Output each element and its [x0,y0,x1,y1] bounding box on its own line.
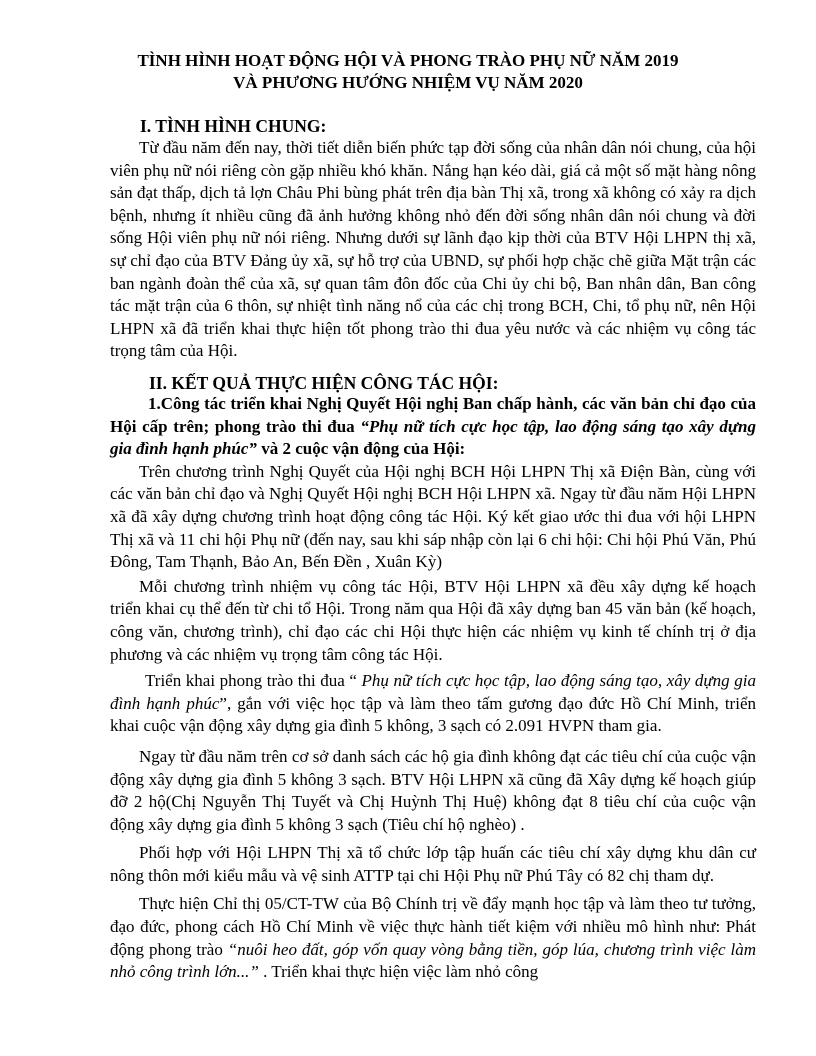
paragraph-2: Mỗi chương trình nhiệm vụ công tác Hội, BTV Hội LHPN xã đều xây dựng kế hoạch triển khai cụ thể đến từ chi tổ Hội. Trong năm qua Hội đã xây dựng ban 45 văn bản (kế hoạch, công văn, chương trình), chỉ đạo các chi Hội thực hiện các nhiệm vụ kinh tế chính trị ở địa phương và các nhiệm vụ trọng tâm công tác Hội. [110,576,756,664]
subsection-1-heading [110,393,756,461]
subsection-1-heading-part2: và 2 cuộc vận động của Hội: [256,439,466,459]
section-1-heading: I. TÌNH HÌNH CHUNG: [140,116,327,136]
paragraph-5: Phối hợp với Hội LHPN Thị xã tổ chức lớp tập huấn các tiêu chí xây dựng khu dân cư nông thôn mới kiểu mẫu và vệ sinh ATTP tại chi Hội Phụ nữ Phú Tây có 82 chị tham dự. [110,843,756,885]
paragraph-6-part2: . Triển khai thực hiện việc làm nhỏ công [258,962,539,982]
paragraph-6-italic: “nuôi heo đất, góp vốn quay vòng bằng tiền, góp lúa, chương trình việc làm nhỏ công trình lớn...” [110,939,756,982]
document-title-line-1: TÌNH HÌNH HOẠT ĐỘNG HỘI VÀ PHONG TRÀO PHỤ NỮ NĂM 2019 [137,51,679,70]
subsection-1-heading-italic: “Phụ nữ tích cực học tập, lao động sáng tạo xây dựng gia đình hạnh phúc” [110,416,756,459]
paragraph-6 [110,893,756,983]
section-2-body [110,393,756,984]
paragraph-1: Trên chương trình Nghị Quyết của Hội nghị BCH Hội LHPN Thị xã Điện Bàn, cùng với các văn bản chỉ đạo và Nghị Quyết Hội nghị BCH Hội LHPN xã. Ngay từ đầu năm Hội LHPN xã đã xây dựng chương trình hoạt động công tác Hội. Ký kết giao ước thi đua với hội LHPN Thị xã và 11 chi hội Phụ nữ (đến nay, sau khi sáp nhập còn lại 6 chi hội: Chi hội Phú Văn, Phú Đông, Tam Thạnh, Bảo An, Bến Đền , Xuân Kỳ) [110,461,756,572]
section-1-body [110,137,756,363]
paragraph-4: Ngay từ đầu năm trên cơ sở danh sách các hộ gia đình không đạt các tiêu chí của cuộc vận động xây dựng gia đình 5 không 3 sạch. BTV Hội LHPN xã cũng đã Xây dựng kế hoạch giúp đỡ 2 hộ(Chị Nguyễn Thị Tuyết và Chị Huỳnh Thị Huệ) không đạt 8 tiêu chí của cuộc vận động xây dựng gia đình 5 không 3 sạch (Tiêu chí hộ nghèo) . [110,746,756,834]
subsection-1-heading-part1: 1.Công tác triển khai Nghị Quyết Hội nghị Ban chấp hành, các văn bản chỉ đạo của Hội cấp trên; phong trào thi đua [110,394,756,436]
paragraph-3-part2: ”, gắn với việc học tập và làm theo tấm gương đạo đức Hồ Chí Minh, triển khai cuộc vận động xây dựng gia đình 5 không, 3 sạch có 2.091 HVPN tham gia. [110,693,756,736]
section-1-paragraph: Từ đầu năm đến nay, thời tiết diễn biến phức tạp đời sống của nhân dân nói chung, của hội viên phụ nữ nói riêng còn gặp nhiều khó khăn. Nắng hạn kéo dài, giá cả một số mặt hàng nông sản đạt thấp, dịch tả lợn Châu Phi bùng phát trên địa bàn Thị xã, trong xã không có xảy ra dịch bệnh, nhưng ít nhiều cũng đã ảnh hưởng không nhỏ đến đời sống nhân dân nói chung và đời sống Hội viên phụ nữ nói riêng. Nhưng dưới sự lãnh đạo kịp thời của BTV Hội LHPN thị xã, sự chỉ đạo của BTV Đảng ủy xã, sự hỗ trợ của UBND, sự phối hợp chặc chẽ giữa Mặt trận các ban ngành đoàn thể của xã, sự quan tâm đôn đốc của Chi ủy chi bộ, Ban nhân dân, Ban công tác mặt trận của 6 thôn, sự nhiệt tình năng nổ của các chị trong BCH, Chi, tổ phụ nữ, nên Hội LHPN xã đã triển khai thực hiện tốt phong trào thi đua yêu nước và các nhiệm vụ công tác trọng tâm của Hội. [110,138,756,361]
document-title-line-2: VÀ PHƯƠNG HƯỚNG NHIỆM VỤ NĂM 2020 [233,73,583,92]
section-2-heading: II. KẾT QUẢ THỰC HIỆN CÔNG TÁC HỘI: [149,373,499,393]
paragraph-3 [110,670,756,738]
paragraph-6-part1: Thực hiện Chỉ thị 05/CT-TW của Bộ Chính trị về đẩy mạnh học tập và làm theo tư tưởng, đạo đức, phong cách Hồ Chí Minh về việc thực hành tiết kiệm với nhiều mô hình như: Phát động phong trào [110,894,756,959]
paragraph-3-italic: Phụ nữ tích cực học tập, lao động sáng tạo, xây dựng gia đình hạnh phúc [110,671,756,713]
paragraph-3-part1: Triển khai phong trào thi đua “ [145,671,362,691]
